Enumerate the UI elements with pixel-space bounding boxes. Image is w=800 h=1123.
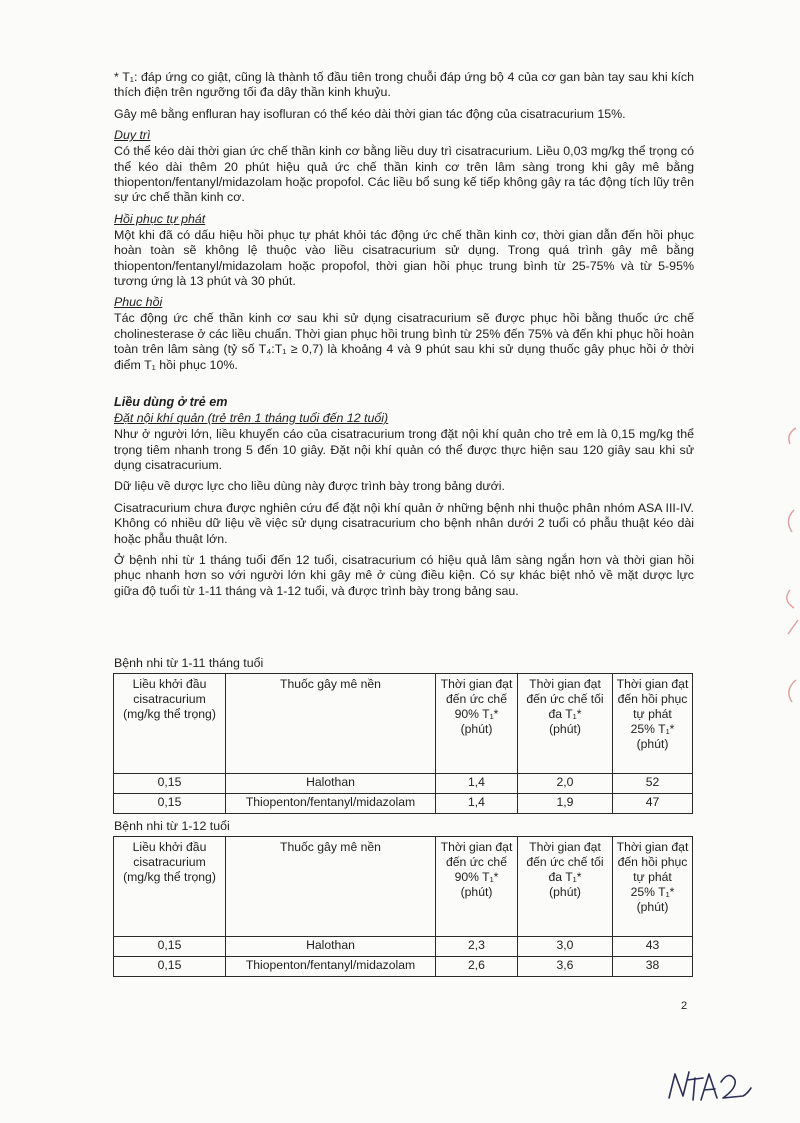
cell-anesthetic: Thiopenton/fentanyl/midazolam <box>226 794 436 814</box>
cell-tmax: 1,9 <box>518 794 613 814</box>
table-infants <box>113 673 693 814</box>
cell-t90: 1,4 <box>436 794 518 814</box>
cell-t90: 1,4 <box>436 774 518 794</box>
handwritten-signature <box>665 1062 755 1107</box>
reversal-heading: Phục hồi <box>114 295 163 310</box>
header-tmax-line2: (phút) <box>549 722 581 736</box>
table-row <box>114 774 693 794</box>
header-dose: Liều khởi đầu cisatracurium (mg/kg thể trọng) <box>114 674 226 774</box>
table1-caption: Bệnh nhi từ 1-11 tháng tuổi <box>114 656 264 670</box>
intubation-subheading: Đặt nội khí quản (trẻ trên 1 tháng tuổi đến 12 tuổi) <box>114 411 389 426</box>
spontaneous-recovery-text: Một khi đã có dấu hiệu hồi phục tự phát khỏi tác động ức chế thần kinh cơ, thời gian dẫn đến hồi phục hoàn toàn sẽ không lệ thuộc vào liều cisatracurium sử dụng. Trong quá trình gây mê bằng thiopenton/fentanyl/midazolam hoặc propofol, thời gian hồi phục trung bình từ 25-75% và từ 5-95% tương ứng là 13 phút và 30 phút. <box>114 227 694 289</box>
cell-dose: 0,15 <box>114 957 226 977</box>
enflurane-note: Gây mê bằng enfluran hay isofluran có thể kéo dài thời gian tác động của cisatracurium 15%. <box>114 106 626 121</box>
header-recovery <box>613 674 693 774</box>
cell-dose: 0,15 <box>114 794 226 814</box>
header-tmax <box>518 837 613 937</box>
table-row <box>114 937 693 957</box>
children-paragraph-1: Như ở người lớn, liều khuyến cáo của cisatracurium trong đặt nội khí quản cho trẻ em là 0,15 mg/kg thể trọng tiêm nhanh trong 5 đến 10 giây. Đặt nội khí quản có thể được thực hiện sau 120 giây sau khi sử dụng cisatracurium. <box>114 427 694 472</box>
cell-recovery: 47 <box>613 794 693 814</box>
page-number: 2 <box>681 1000 688 1012</box>
table2-caption: Bệnh nhi từ 1-12 tuổi <box>114 819 230 833</box>
table-children <box>113 836 693 977</box>
document-body <box>114 70 694 605</box>
table-row <box>114 794 693 814</box>
maintenance-text: Có thể kéo dài thời gian ức chế thần kinh cơ bằng liều duy trì cisatracurium. Liều 0,03 mg/kg thể trọng có thể kéo dài thêm 20 phút hiệu quả ức chế thần kinh cơ trên lâm sàng trong khi gây mê bằng thiopenton/fentanyl/midazolam hoặc propofol. Các liều bổ sung kế tiếp không gây ra tác động tích lũy trên sự ức chế thần kinh cơ. <box>114 144 694 205</box>
header-recovery-line1: Thời gian đạt đến hồi phục tự phát <box>616 840 689 884</box>
spontaneous-recovery-heading: Hồi phục tự phát <box>114 211 206 226</box>
cell-anesthetic: Halothan <box>226 937 436 957</box>
reversal-text: Tác động ức chế thần kinh cơ sau khi sử dụng cisatracurium sẽ được phục hồi bằng thuốc ức chế cholinesterase ở các liều chuẩn. Thời gian phục hồi trung bình từ 25% đến 75% và đến khi phục hồi hoàn toàn trên lâm sàng (tỷ số T₄:T₁ ≥ 0,7) là khoảng 4 và 9 phút sau khi sử dụng thuốc gây phục hồi ở thời điểm T₁ hồi phục 10%. <box>114 311 694 372</box>
table-row <box>114 957 693 977</box>
children-dosage-heading: Liều dùng ở trẻ em <box>114 395 228 410</box>
header-recovery-line1: Thời gian đạt đến hồi phục tự phát <box>616 677 689 721</box>
header-recovery-line2: 25% T₁* (phút) <box>630 885 675 914</box>
header-anesthetic: Thuốc gây mê nền <box>226 674 436 774</box>
header-tmax-line2: (phút) <box>549 885 581 899</box>
cell-tmax: 2,0 <box>518 774 613 794</box>
header-t90: Thời gian đạt đến ức chế 90% T₁* (phút) <box>436 837 518 937</box>
header-t90: Thời gian đạt đến ức chế 90% T₁* (phút) <box>436 674 518 774</box>
cell-t90: 2,6 <box>436 957 518 977</box>
header-recovery-line2: 25% T₁* (phút) <box>630 722 675 751</box>
children-paragraph-4: Ở bệnh nhi từ 1 tháng tuổi đến 12 tuổi, cisatracurium có hiệu quả lâm sàng ngắn hơn và thời gian hồi phục nhanh hơn so với người lớn khi gây mê ở cùng điều kiện. Có sự khác biệt nhỏ về mặt dược lực giữa độ tuổi từ 1-11 tháng và 1-12 tuổi, và được trình bày trong bảng sau. <box>114 552 694 598</box>
stamp-fragment <box>776 420 800 720</box>
cell-t90: 2,3 <box>436 937 518 957</box>
header-dose: Liều khởi đầu cisatracurium (mg/kg thể trọng) <box>114 837 226 937</box>
maintenance-heading: Duy trì <box>114 128 151 143</box>
children-paragraph-3: Cisatracurium chưa được nghiên cứu để đặt nội khí quản ở những bệnh nhi thuộc phân nhóm ASA III-IV. Không có nhiều dữ liệu về việc sử dụng cisatracurium cho bệnh nhân dưới 2 tuổi có phẫu thuật kéo dài hoặc phẫu thuật lớn. <box>114 500 694 546</box>
cell-recovery: 43 <box>613 937 693 957</box>
header-tmax <box>518 674 613 774</box>
children-paragraph-2: Dữ liệu về dược lực cho liều dùng này được trình bày trong bảng dưới. <box>114 479 505 494</box>
cell-dose: 0,15 <box>114 937 226 957</box>
cell-recovery: 38 <box>613 957 693 977</box>
table-header-row <box>114 837 693 937</box>
cell-dose: 0,15 <box>114 774 226 794</box>
cell-recovery: 52 <box>613 774 693 794</box>
header-recovery <box>613 837 693 937</box>
t1-footnote: * T₁: đáp ứng co giật, cũng là thành tố đầu tiên trong chuỗi đáp ứng bộ 4 của cơ gan bàn tay sau khi kích thích điện trên ngưỡng tối đa dây thần kinh khuỷu. <box>114 70 694 100</box>
cell-anesthetic: Thiopenton/fentanyl/midazolam <box>226 957 436 977</box>
header-tmax-line1: Thời gian đạt đến ức chế tối đa T₁* <box>526 840 604 884</box>
table-header-row <box>114 674 693 774</box>
cell-tmax: 3,6 <box>518 957 613 977</box>
header-tmax-line1: Thời gian đạt đến ức chế tối đa T₁* <box>526 677 604 721</box>
cell-tmax: 3,0 <box>518 937 613 957</box>
header-anesthetic: Thuốc gây mê nền <box>226 837 436 937</box>
cell-anesthetic: Halothan <box>226 774 436 794</box>
